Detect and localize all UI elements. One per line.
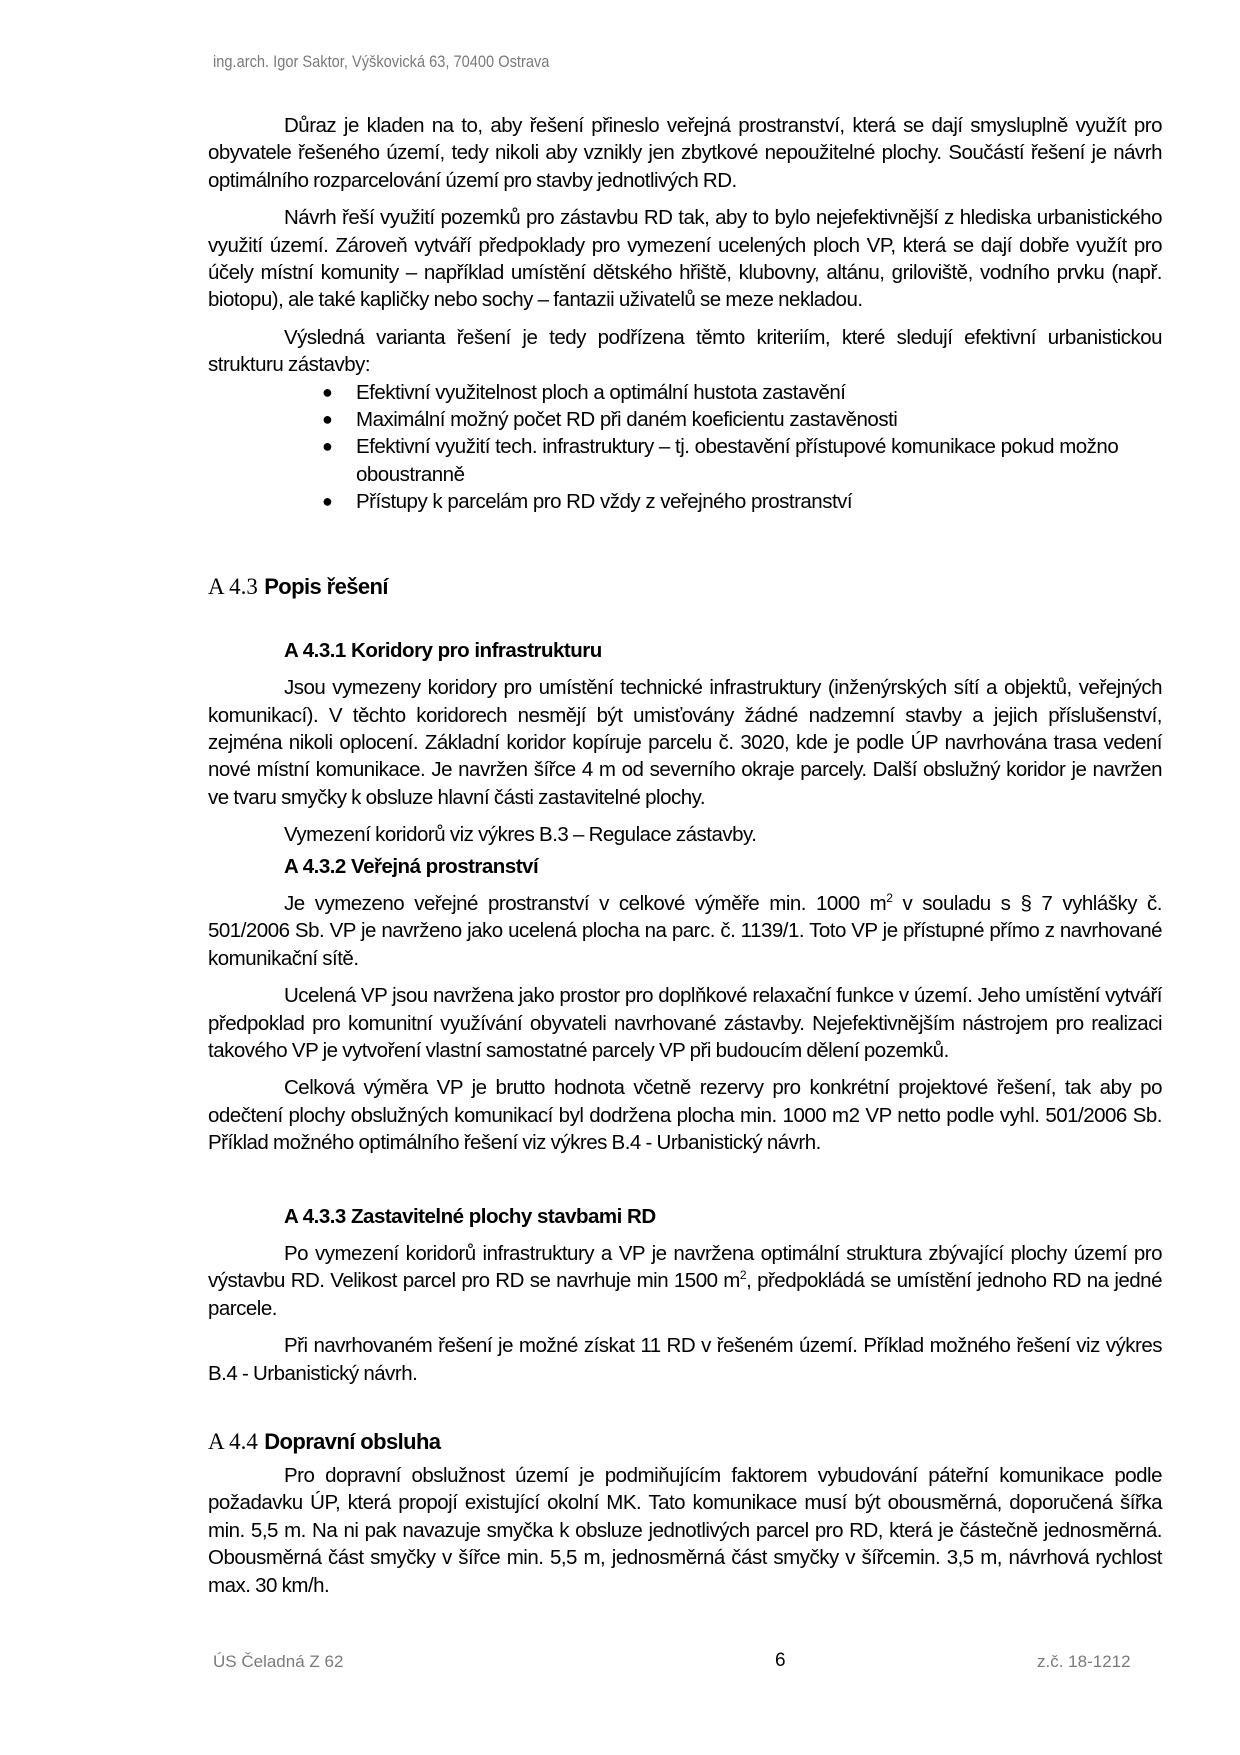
vp-paragraph-1-text-a: Je vymezeno veřejné prostranství v celkové výměře min. 1000 m — [284, 891, 887, 915]
section-number: A 4.3 — [208, 573, 258, 599]
page-header: ing.arch. Igor Saktor, Výškovická 63, 70400 Ostrava — [213, 52, 550, 71]
subsection-heading-a432: A 4.3.2 Veřejná prostranství — [284, 854, 539, 878]
list-item — [322, 488, 1162, 515]
subsection-heading-a433: A 4.3.3 Zastavitelné plochy stavbami RD — [284, 1204, 656, 1228]
footer-order-number: z.č. 18-1212 — [1037, 1652, 1131, 1671]
list-item — [322, 379, 1162, 406]
bullet-icon: ● — [322, 409, 333, 430]
doprava-paragraph-1: Pro dopravní obslužnost území je podmiňujícím faktorem vybudování páteřní komunikace podle požadavku ÚP, která propojí existující okolní MK. Tato komunikace musí být obousměrná, doporučená šířka min. 5,5 m. Na ni pak navazuje smyčka k obsluze jednotlivých parcel pro RD, která je částečně jednosměrná. Obousměrná část smyčky v šířce min. 5,5 m, jednosměrná část smyčky v šířcemin. 3,5 m, návrhová rychlost max. 30 km/h. — [208, 1464, 1162, 1597]
page-number: 6 — [775, 1650, 786, 1671]
intro-paragraph-3: Výsledná varianta řešení je tedy podřízena těmto kriteriím, které sledují efektivní urbanistickou strukturu zástavby: — [208, 325, 1162, 377]
section-title: Popis řešení — [264, 573, 388, 599]
intro-paragraph-2: Návrh řeší využití pozemků pro zástavbu RD tak, aby to bylo nejefektivnější z hlediska urbanistického využití území. Zároveň vytváří předpoklady pro vymezení ucelených ploch VP, která se dají dobře využít pro účely místní komunity – například umístění dětského hřiště, klubovny, altánu, griloviště, vodního prvku (např. biotopu), ale také kapličky nebo sochy – fantazii uživatelů se meze nekladou. — [208, 206, 1162, 312]
rd-paragraph-1 — [208, 1240, 1162, 1322]
list-item-text: Maximální možný počet RD při daném koeficientu zastavěnosti — [356, 408, 898, 432]
list-item-text: Efektivní využití tech. infrastruktury – tj. obestavění přístupové komunikace pokud možno oboustranně — [356, 435, 1119, 486]
vp-paragraph-1 — [208, 890, 1162, 972]
koridory-paragraph-2: Vymezení koridorů viz výkres B.3 – Regulace zástavby. — [284, 823, 757, 847]
rd-paragraph-1-text-b: , předpokládá se umístění jednoho RD na jedné parcele. — [208, 1269, 1162, 1320]
vp-paragraph-2: Ucelená VP jsou navržena jako prostor pro doplňkové relaxační funkce v území. Jeho umístění vytváří předpoklad pro komunitní využívání obyvateli navrhované zástavby. Nejefektivnějším nástrojem pro realizaci takového VP je vytvoření vlastní samostatné parcely VP při budoucím dělení pozemků. — [208, 984, 1162, 1062]
list-item-text: Efektivní využitelnost ploch a optimální hustota zastavění — [356, 380, 846, 404]
section-heading-a43 — [208, 572, 1162, 601]
section-number: A 4.4 — [208, 1429, 258, 1455]
bullet-icon: ● — [322, 436, 333, 457]
bullet-icon: ● — [322, 491, 333, 512]
list-item — [322, 433, 1162, 488]
list-item-text: Přístupy k parcelám pro RD vždy z veřejného prostranství — [356, 490, 853, 514]
vp-paragraph-1-text-b: v souladu s § 7 vyhlášky č. 501/2006 Sb. VP je navrženo jako ucelená plocha na parc. č. 1139/1. Toto VP je přístupné přímo z navrhované komunikační sítě. — [208, 891, 1162, 970]
section-heading-a44 — [208, 1427, 1162, 1456]
rd-paragraph-1-text-a: Po vymezení koridorů infrastruktury a VP je navržena optimální struktura zbývající plochy území pro výstavbu RD. Velikost parcel pro RD se navrhuje min 1500 m — [208, 1242, 1162, 1293]
koridory-paragraph-1: Jsou vymezeny koridory pro umístění technické infrastruktury (inženýrských sítí a objektů, veřejných komunikací). V těchto koridorech nesmějí být umisťovány žádné nadzemní stavby a jejich příslušenství, zejména nikoli oplocení. Základní koridor kopíruje parcelu č. 3020, kde je podle ÚP navrhována trasa vedení nové místní komunikace. Je navržen šířce 4 m od severního okraje parcely. Další obslužný koridor je navržen ve tvaru smyčky k obsluze hlavní části zastavitelné plochy. — [208, 676, 1162, 809]
vp-paragraph-3: Celková výměra VP je brutto hodnota včetně rezervy pro konkrétní projektové řešení, tak aby po odečtení plochy obslužných komunikací byl dodržena plocha min. 1000 m2 VP netto podle vyhl. 501/2006 Sb. Příklad možného optimálního řešení viz výkres B.4 - Urbanistický návrh. — [208, 1076, 1162, 1155]
subsection-heading-a431: A 4.3.1 Koridory pro infrastrukturu — [284, 638, 602, 662]
main-content — [208, 112, 1162, 1609]
rd-paragraph-2: Při navrhovaném řešení je možné získat 11 RD v řešeném území. Příklad možného řešení viz výkres B.4 - Urbanistický návrh. — [208, 1334, 1162, 1385]
superscript: 2 — [739, 1268, 747, 1283]
superscript: 2 — [886, 890, 893, 905]
bullet-icon: ● — [322, 381, 333, 402]
section-title: Dopravní obsluha — [264, 1429, 441, 1455]
intro-paragraph-1: Důraz je kladen na to, aby řešení přineslo veřejná prostranství, která se dají smysluplně využít pro obyvatele řešeného území, tedy nikoli aby vznikly jen zbytkové nepoužitelné plochy. Součástí řešení je návrh optimálního rozparcelování území pro stavby jednotlivých RD. — [208, 114, 1162, 192]
criteria-list — [208, 379, 1162, 516]
footer-project-name: ÚS Čeladná Z 62 — [213, 1652, 344, 1671]
list-item — [322, 406, 1162, 433]
